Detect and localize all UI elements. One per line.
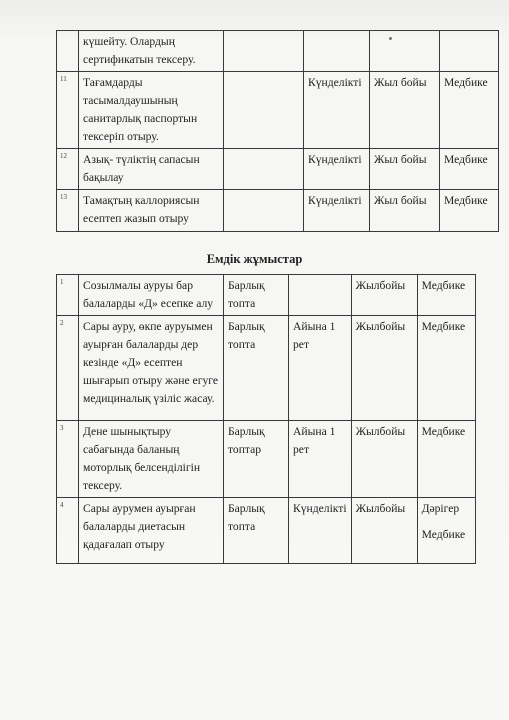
responsible-cell xyxy=(417,498,475,564)
table-row xyxy=(57,316,476,421)
frequency-cell: Айына 1 рет xyxy=(289,316,352,421)
group-cell xyxy=(224,31,304,72)
frequency-cell: Айына 1 рет xyxy=(289,421,352,498)
task-cell: Тамақтың каллориясын есептеп жазып отыру xyxy=(79,190,224,232)
task-cell: Созылмалы ауруы бар балаларды «Д» есепке алу xyxy=(79,275,224,316)
group-cell xyxy=(224,72,304,149)
task-cell: Азық- түліктің сапасын бақылау xyxy=(79,149,224,190)
task-cell: Дене шынықтыру сабағында баланың моторлық белсенділігін тексеру. xyxy=(79,421,224,498)
frequency-cell xyxy=(289,275,352,316)
row-number: 4 xyxy=(57,498,79,564)
task-cell: Тағамдарды тасымалдаушының санитарлық паспортын тексеріп отыру. xyxy=(79,72,224,149)
section-title: Емдік жұмыстар xyxy=(206,252,303,266)
row-number: 3 xyxy=(57,421,79,498)
period-cell: Жылбойы xyxy=(351,421,417,498)
row-number: 1 xyxy=(57,275,79,316)
period-cell: Жылбойы xyxy=(351,316,417,421)
task-cell: Сары аурумен ауырған балаларды диетасын қадағалап отыру xyxy=(79,498,224,564)
period-cell: Жылбойы xyxy=(351,275,417,316)
responsible-doctor: Дәрігер xyxy=(421,502,460,515)
frequency-cell: Күнделікті xyxy=(304,190,370,232)
group-cell xyxy=(224,149,304,190)
period-cell: Жыл бойы xyxy=(370,72,440,149)
responsible-cell: Медбике xyxy=(417,316,475,421)
task-cell: күшейту. Олардың сертификатын тексеру. xyxy=(79,31,224,72)
row-number: 11 xyxy=(57,72,79,149)
responsible-cell: Медбике xyxy=(440,149,499,190)
row-number: 13 xyxy=(57,190,79,232)
table-row xyxy=(57,31,499,72)
group-cell: Барлық топта xyxy=(224,275,289,316)
group-cell: Барлық топта xyxy=(224,316,289,421)
table-row xyxy=(57,149,499,190)
period-cell: Жыл бойы xyxy=(370,149,440,190)
table-row xyxy=(57,421,476,498)
row-number: 12 xyxy=(57,149,79,190)
table-row xyxy=(57,72,499,149)
treatment-work-table xyxy=(56,274,476,564)
frequency-cell: Күнделікті xyxy=(304,149,370,190)
group-cell: Барлық топта xyxy=(224,498,289,564)
task-cell: Сары ауру, өкпе ауруымен ауырған балаларды дер кезінде «Д» есептен шығарып отыру және егуге медициналық үзіліс жасау. xyxy=(79,316,224,421)
group-cell: Барлық топтар xyxy=(224,421,289,498)
frequency-cell: Күнделікті xyxy=(304,72,370,149)
plan-table-continued xyxy=(56,30,499,232)
responsible-cell: Медбике xyxy=(440,72,499,149)
responsible-cell: Медбике xyxy=(417,421,475,498)
row-number: 2 xyxy=(57,316,79,421)
table-row xyxy=(57,275,476,316)
period-cell: Жылбойы xyxy=(351,498,417,564)
table-row xyxy=(57,498,476,564)
responsible-cell xyxy=(440,31,499,72)
period-cell xyxy=(370,31,440,72)
frequency-cell xyxy=(304,31,370,72)
frequency-cell: Күнделікті xyxy=(289,498,352,564)
group-cell xyxy=(224,190,304,232)
period-cell: Жыл бойы xyxy=(370,190,440,232)
responsible-cell: Медбике xyxy=(417,275,475,316)
table-row xyxy=(57,190,499,232)
responsible-cell: Медбике xyxy=(440,190,499,232)
responsible-nurse: Медбике xyxy=(421,528,466,541)
row-number xyxy=(57,31,79,72)
